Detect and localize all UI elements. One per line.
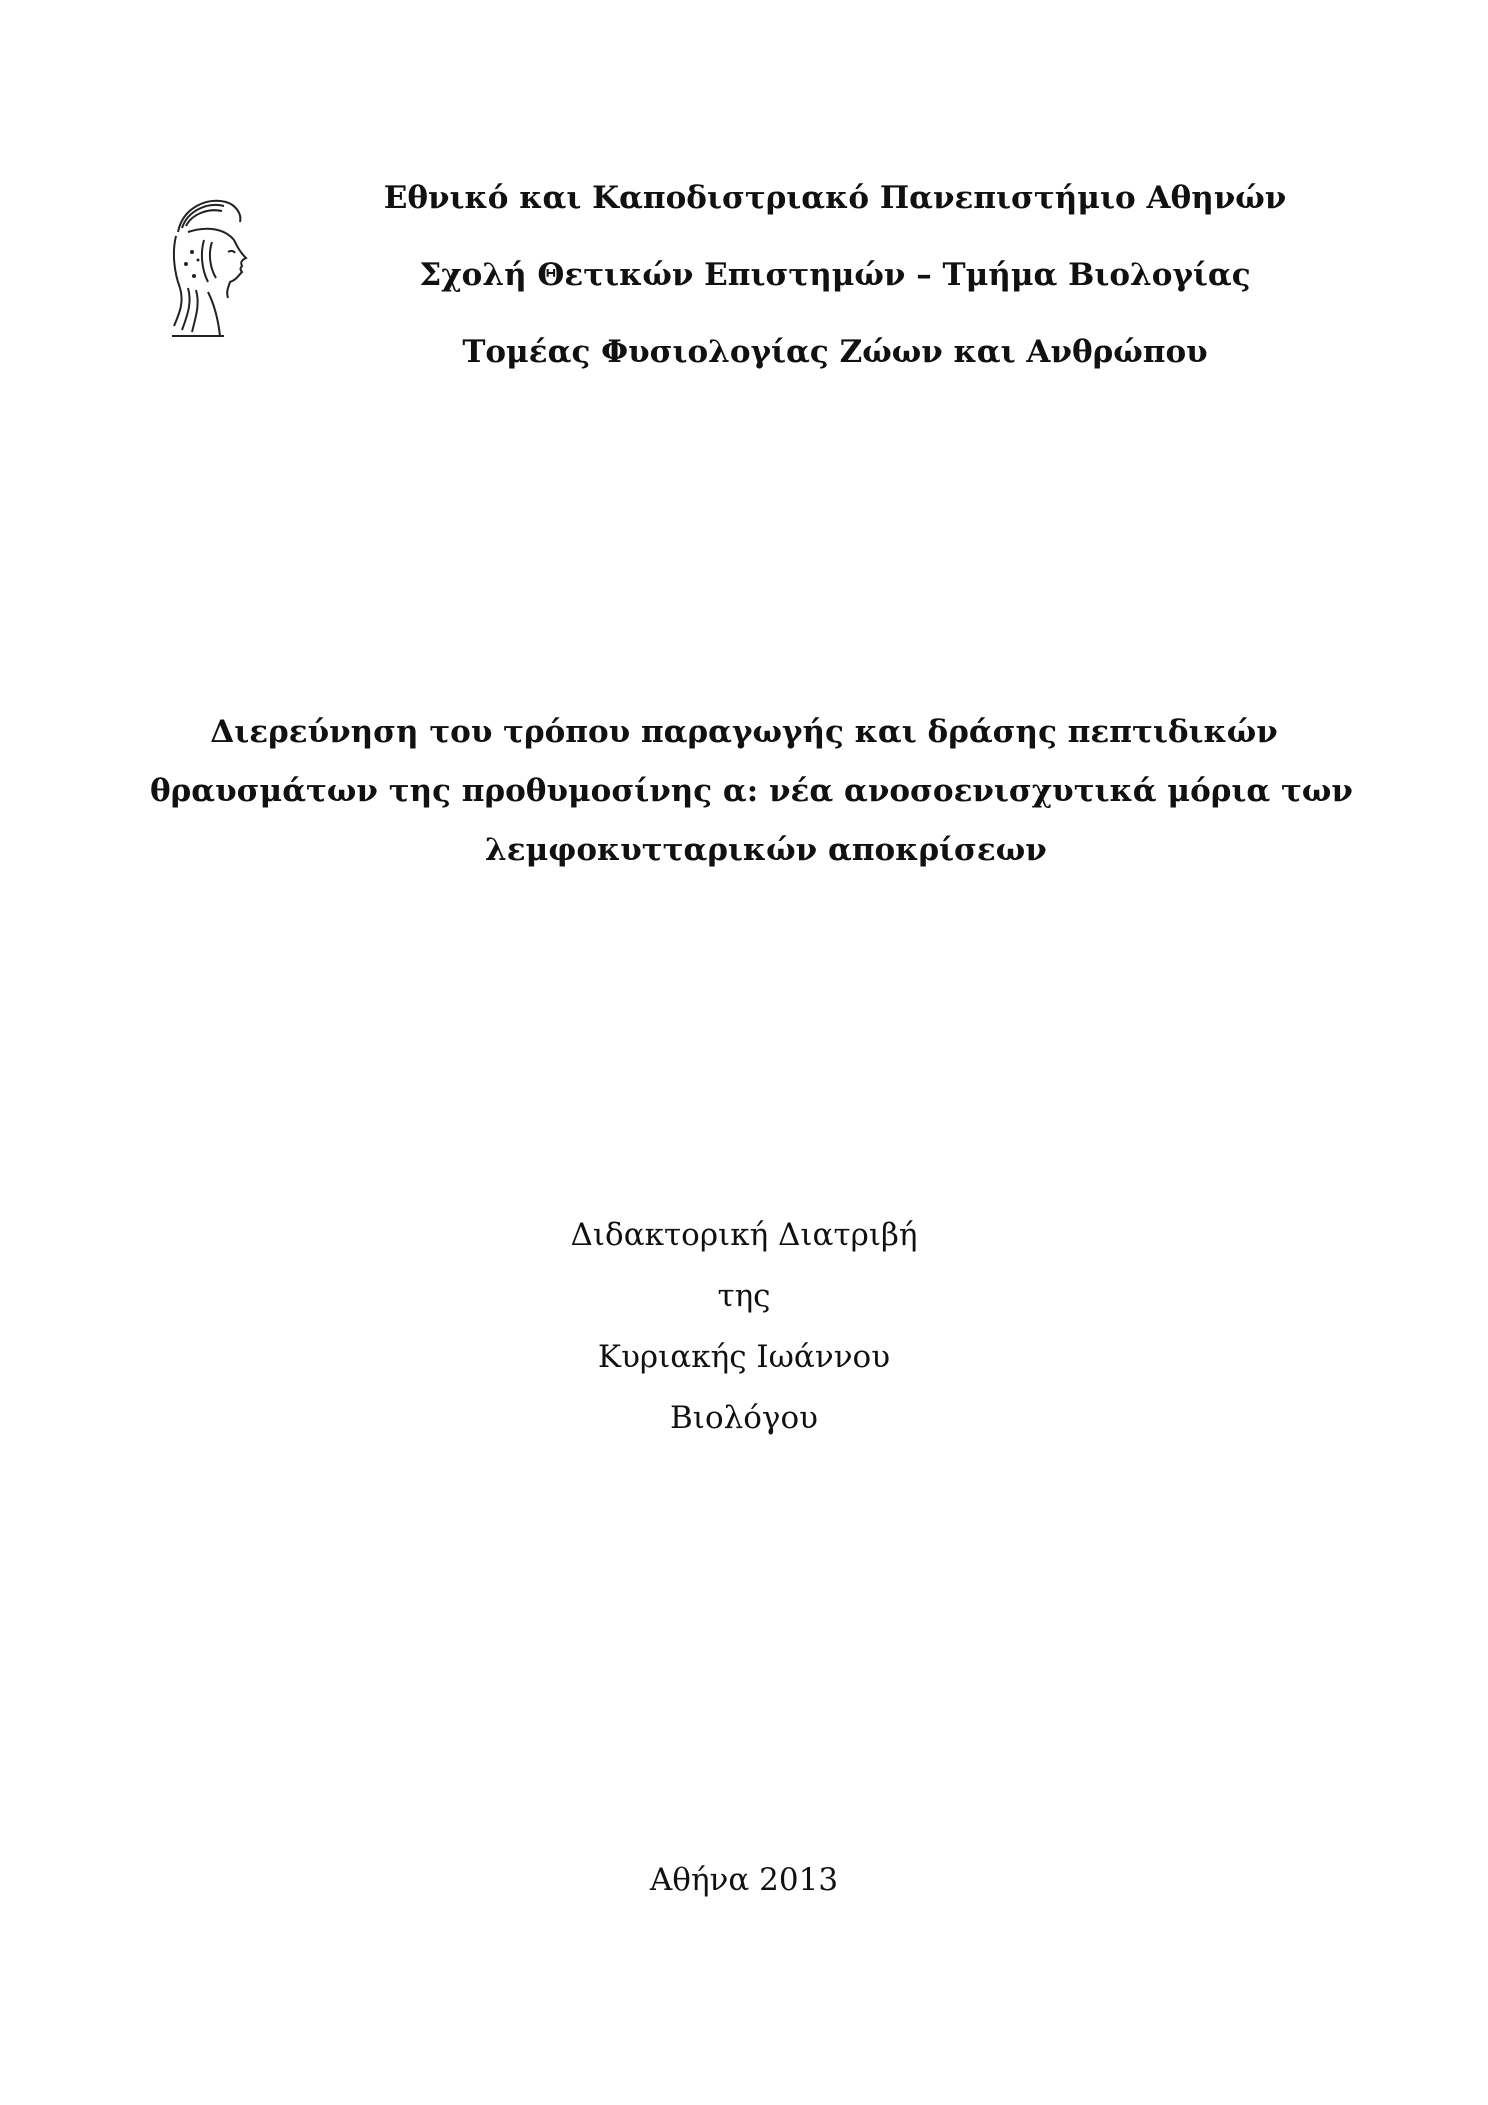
university-name: Εθνικό και Καποδιστριακό Πανεπιστήμιο Αθηνών xyxy=(383,180,1287,216)
thesis-title-line-2: θραυσμάτων της προθυμοσίνης α: νέα ανοσοενισχυτικά μόρια των xyxy=(150,773,1353,809)
thesis-info xyxy=(444,1205,1044,1449)
sector-name: Τομέας Φυσιολογίας Ζώων και Ανθρώπου xyxy=(462,334,1208,370)
thesis-profession: Βιολόγου xyxy=(670,1400,818,1436)
athena-head-logo-icon xyxy=(158,192,258,340)
thesis-of: της xyxy=(717,1278,771,1314)
place-year: Αθήνα 2013 xyxy=(649,1862,839,1898)
thesis-title xyxy=(150,703,1353,880)
institution-header xyxy=(330,178,1340,409)
thesis-title-line-1: Διερεύνηση του τρόπου παραγωγής και δράσης πεπτιδικών xyxy=(210,714,1278,750)
thesis-type: Διδακτορική Διατριβή xyxy=(570,1217,918,1253)
school-department: Σχολή Θετικών Επιστημών – Τμήμα Βιολογίας xyxy=(419,257,1251,293)
thesis-author: Κυριακής Ιωάννου xyxy=(597,1339,891,1375)
thesis-title-line-3: λεμφοκυτταρικών αποκρίσεων xyxy=(485,832,1047,868)
